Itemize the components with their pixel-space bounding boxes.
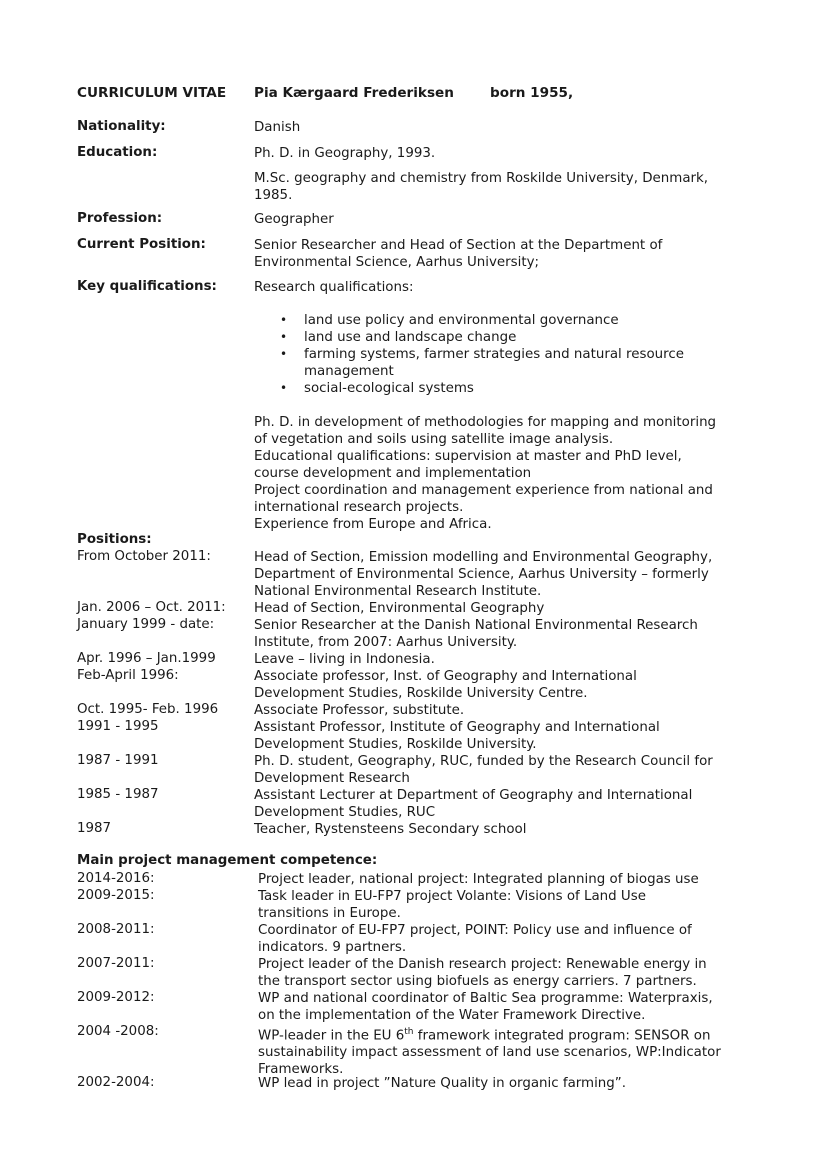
list-item: • land use and landscape change (254, 329, 734, 346)
education-msc-line-1: M.Sc. geography and chemistry from Roskilde University, Denmark, (254, 171, 709, 186)
project-text: Task leader in EU-FP7 project Volante: Visions of Land Use transitions in Europe. (258, 889, 646, 921)
key-qualifications-label: Key qualifications: (77, 279, 217, 294)
cv-title: CURRICULUM VITAE (77, 85, 227, 101)
position-text: Associate professor, Inst. of Geography and International Development Studies, Roskilde University Centre. (254, 669, 637, 701)
position-date: Jan. 2006 – Oct. 2011: (77, 600, 226, 615)
current-position-line-1: Senior Researcher and Head of Section at the Department of (254, 238, 663, 253)
research-qualifications-heading: Research qualifications: (254, 280, 414, 295)
nationality-label: Nationality: (77, 119, 166, 134)
current-position-line-2: Environmental Science, Aarhus University; (254, 255, 540, 270)
position-text: Leave – living in Indonesia. (254, 652, 435, 667)
education-msc (254, 170, 754, 204)
project-text: WP and national coordinator of Baltic Sea programme: Waterpraxis, on the implementation of the Water Framework Directive. (258, 991, 713, 1023)
qualifications-text: Ph. D. in development of methodologies for mapping and monitoring of vegetation and soils using satellite image analysis. Educational qualifications: supervision at master and PhD level, course development and implementation Project coordination and management experience from national and international research projects. Experience from Europe and Africa. (254, 415, 717, 532)
project-date: 2009-2015: (77, 888, 155, 903)
position-text: Associate Professor, substitute. (254, 703, 465, 718)
current-position-value (254, 237, 754, 271)
education-label: Education: (77, 145, 158, 160)
project-text: WP lead in project ”Nature Quality in organic farming”. (258, 1076, 626, 1091)
cv-born: born 1955, (490, 85, 574, 101)
projects-heading: Main project management competence: (77, 853, 378, 868)
position-date: Apr. 1996 – Jan.1999 (77, 651, 216, 666)
position-date: 1985 - 1987 (77, 787, 159, 802)
position-date: Oct. 1995- Feb. 1996 (77, 702, 219, 717)
research-qualifications-list (254, 312, 734, 397)
position-date: 1987 (77, 821, 112, 836)
project-date: 2008-2011: (77, 922, 155, 937)
position-text: Assistant Lecturer at Department of Geography and International Development Studies, RUC (254, 788, 693, 820)
project-date: 2014-2016: (77, 871, 155, 886)
position-text: Senior Researcher at the Danish National Environmental Research Institute, from 2007: Aarhus University. (254, 618, 698, 650)
position-text: Head of Section, Environmental Geography (254, 601, 545, 616)
list-item: • farming systems, farmer strategies and natural resource management (254, 346, 734, 380)
education-msc-line-2: 1985. (254, 188, 293, 203)
nationality-value: Danish (254, 120, 301, 135)
project-text: Coordinator of EU-FP7 project, POINT: Policy use and influence of indicators. 9 partners. (258, 923, 692, 955)
profession-value: Geographer (254, 212, 334, 227)
project-date: 2007-2011: (77, 956, 155, 971)
positions-heading: Positions: (77, 532, 152, 547)
position-text: Ph. D. student, Geography, RUC, funded by the Research Council for Development Research (254, 754, 713, 786)
project-text: WP-leader in the EU 6th framework integrated program: SENSOR on sustainability impact assessment of land use scenarios, WP:Indicator Frameworks. (258, 1027, 721, 1078)
project-date: 2009-2012: (77, 990, 155, 1005)
position-text: Head of Section, Emission modelling and Environmental Geography, Department of Environmental Science, Aarhus University – formerly National Environmental Research Institute. (254, 550, 713, 599)
position-date: Feb-April 1996: (77, 668, 179, 683)
project-date: 2002-2004: (77, 1075, 155, 1090)
position-date: 1987 - 1991 (77, 753, 159, 768)
list-item: • land use policy and environmental governance (254, 312, 734, 329)
project-text: Project leader of the Danish research project: Renewable energy in the transport sector using biofuels as energy carriers. 7 partners. (258, 957, 707, 989)
position-date: 1991 - 1995 (77, 719, 159, 734)
position-date: January 1999 - date: (77, 617, 215, 632)
current-position-label: Current Position: (77, 237, 206, 252)
education-phd: Ph. D. in Geography, 1993. (254, 146, 436, 161)
position-text: Teacher, Rystensteens Secondary school (254, 822, 527, 837)
position-text: Assistant Professor, Institute of Geography and International Development Studies, Roskilde University. (254, 720, 660, 752)
project-text: Project leader, national project: Integrated planning of biogas use (258, 872, 699, 887)
profession-label: Profession: (77, 211, 163, 226)
project-date: 2004 -2008: (77, 1024, 159, 1039)
position-date: From October 2011: (77, 549, 211, 564)
list-item: • social-ecological systems (254, 380, 734, 397)
cv-name: Pia Kærgaard Frederiksen (254, 85, 454, 101)
